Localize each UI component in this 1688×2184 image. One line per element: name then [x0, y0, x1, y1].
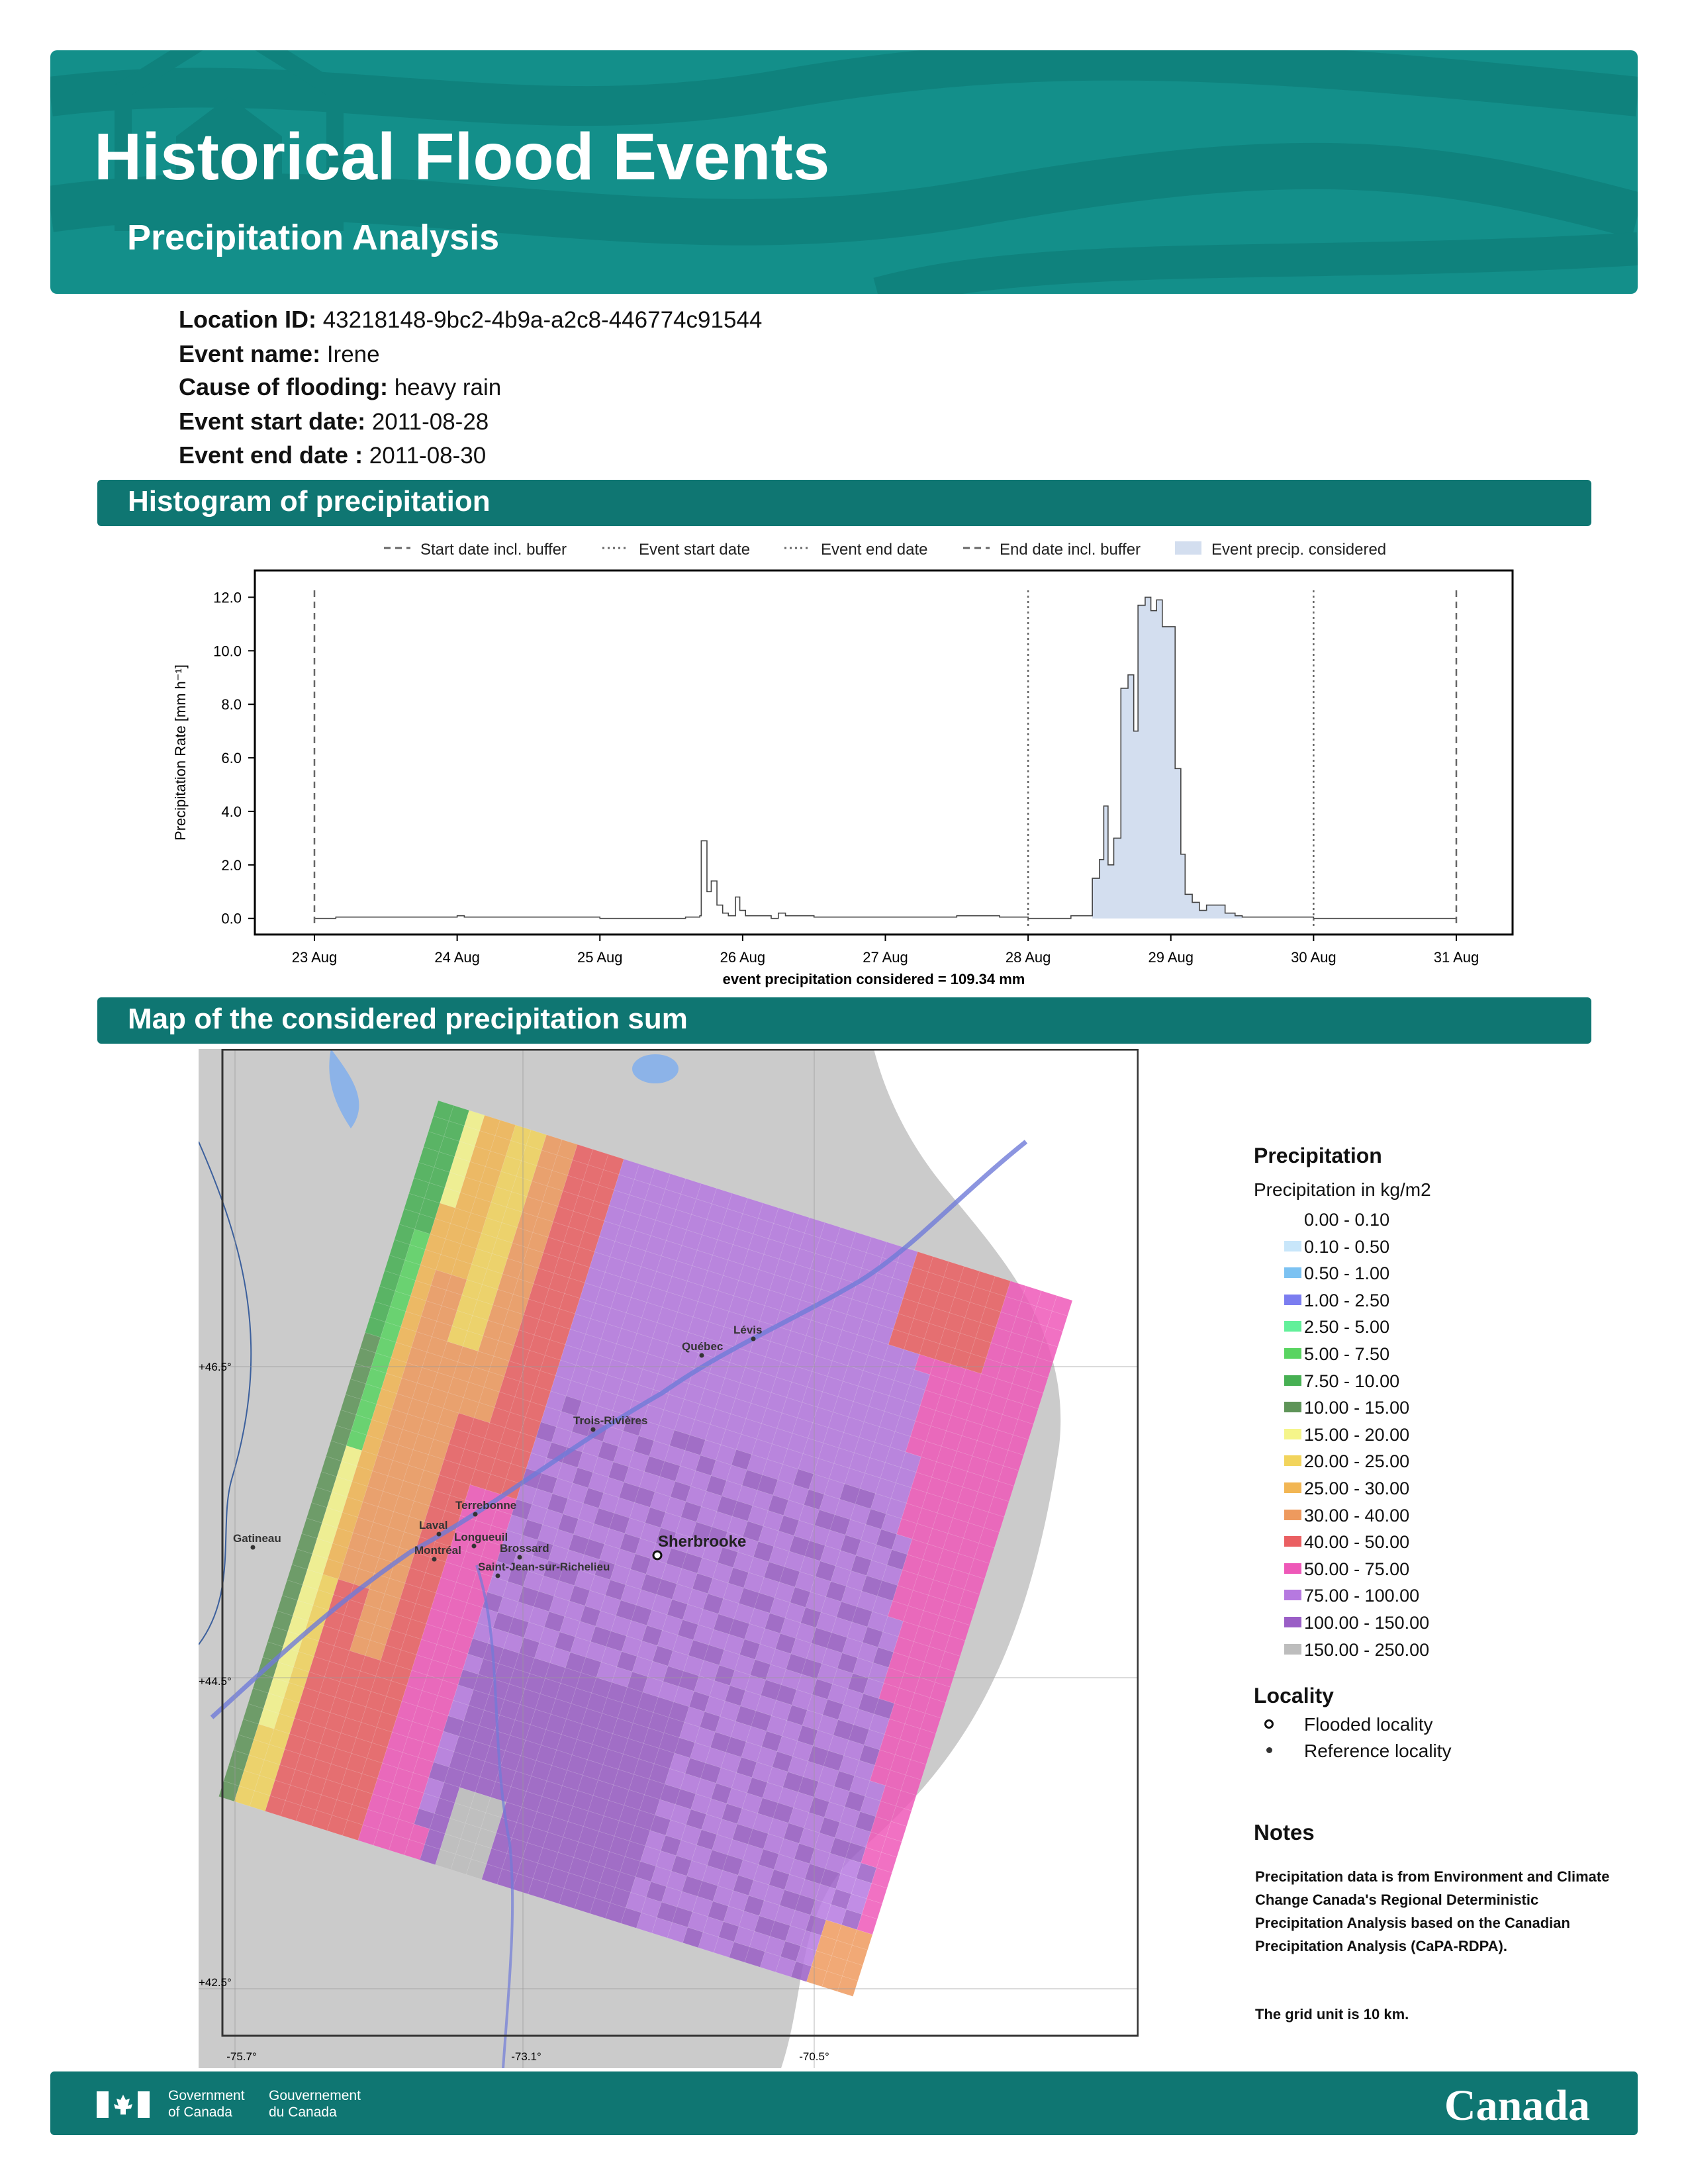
y-tick-label: 8.0: [221, 696, 242, 713]
event-name-label: Event name:: [179, 340, 321, 367]
legend-swatch: [1284, 1536, 1301, 1547]
start-date-row: [179, 408, 489, 435]
legend-label-0: Start date incl. buffer: [420, 541, 567, 559]
legend-swatch: [1284, 1510, 1301, 1520]
y-tick-label: 6.0: [221, 750, 242, 767]
reference-locality-dot: [496, 1574, 500, 1578]
footer: [50, 2071, 1638, 2135]
place-label: Brossard: [500, 1542, 549, 1555]
gov-fr-line2: du Canada: [269, 2105, 337, 2120]
legend-swatch: [1284, 1241, 1301, 1251]
precipitation-histogram: [152, 529, 1542, 993]
reference-locality-dot: [518, 1555, 522, 1560]
map-section-title: Map of the considered precipitation sum: [128, 1003, 688, 1035]
legend-title: Precipitation: [1254, 1144, 1382, 1167]
location-id-value: 43218148-9bc2-4b9a-a2c8-446774c91544: [322, 307, 763, 333]
lat-label: +46.5°: [199, 1361, 232, 1373]
legend-swatch: [1284, 1295, 1301, 1305]
cause-value: heavy rain: [394, 375, 502, 400]
place-label: Trois-Rivières: [573, 1414, 648, 1427]
place-label: Saint-Jean-sur-Richelieu: [478, 1561, 610, 1573]
start-date-label: Event start date:: [179, 408, 366, 435]
chart-caption: event precipitation considered = 109.34 mm: [722, 971, 1025, 987]
place-label: Longueuil: [454, 1531, 508, 1543]
gov-fr-line1: Gouvernement: [269, 2088, 361, 2103]
legend-label-3: End date incl. buffer: [1000, 541, 1141, 559]
legend-swatch: [1284, 1644, 1301, 1655]
legend-swatch: [1284, 1563, 1301, 1574]
y-axis-label: Precipitation Rate [mm h⁻¹]: [172, 664, 189, 841]
legend-class-label: 30.00 - 40.00: [1304, 1505, 1410, 1525]
gov-en-line2: of Canada: [168, 2105, 232, 2120]
locality-title: Locality: [1254, 1684, 1334, 1707]
legend-swatch: [1284, 1455, 1301, 1466]
place-label: Montréal: [414, 1544, 461, 1557]
flooded-locality-marker: [1264, 1719, 1274, 1729]
reference-locality-dot: [251, 1545, 256, 1550]
y-tick-label: 0.0: [221, 910, 242, 927]
legend-class-label: 150.00 - 250.00: [1304, 1639, 1430, 1660]
legend-class-label: 5.00 - 7.50: [1304, 1344, 1390, 1364]
legend-class-label: 7.50 - 10.00: [1304, 1371, 1400, 1391]
reference-locality-label: Reference locality: [1304, 1741, 1452, 1761]
x-tick-label: 24 Aug: [434, 949, 480, 966]
place-label: Laval: [419, 1519, 448, 1531]
location-id-row: [179, 306, 762, 334]
lon-label: -70.5°: [799, 2050, 829, 2063]
x-tick-label: 26 Aug: [720, 949, 766, 966]
cause-label: Cause of flooding:: [179, 373, 388, 400]
lat-label: +44.5°: [199, 1675, 232, 1688]
legend-class-label: 15.00 - 20.00: [1304, 1424, 1410, 1445]
reference-locality-dot: [432, 1557, 437, 1562]
legend-class-label: 1.00 - 2.50: [1304, 1290, 1390, 1310]
legend-class-label: 40.00 - 50.00: [1304, 1532, 1410, 1553]
lon-label: -73.1°: [511, 2050, 541, 2063]
legend-swatch: [1284, 1429, 1301, 1439]
y-tick-label: 12.0: [213, 589, 242, 606]
place-label: Gatineau: [233, 1532, 281, 1545]
legend-label-2: Event end date: [821, 541, 928, 559]
x-tick-label: 25 Aug: [577, 949, 623, 966]
legend-swatch: [1284, 1402, 1301, 1412]
y-tick-label: 10.0: [213, 643, 242, 660]
legend-class-label: 100.00 - 150.00: [1304, 1613, 1430, 1633]
legend-swatch: [1284, 1348, 1301, 1359]
legend-class-label: 0.10 - 0.50: [1304, 1236, 1390, 1257]
plot-frame: [255, 570, 1513, 934]
reference-locality-dot: [473, 1512, 478, 1517]
legend-class-label: 50.00 - 75.00: [1304, 1559, 1410, 1579]
legend-swatch: [1284, 1617, 1301, 1627]
flooded-locality-label: Flooded locality: [1304, 1714, 1433, 1735]
end-date-label: Event end date :: [179, 441, 363, 469]
x-tick-label: 27 Aug: [863, 949, 908, 966]
lon-label: -75.7°: [226, 2050, 257, 2063]
reference-locality-dot: [437, 1532, 442, 1537]
legend-class-label: 75.00 - 100.00: [1304, 1586, 1420, 1606]
legend-swatch: [1284, 1267, 1301, 1278]
legend-class-label: 2.50 - 5.00: [1304, 1317, 1390, 1338]
start-date-value: 2011-08-28: [371, 409, 489, 435]
event-precip-area: [1092, 597, 1242, 918]
x-tick-label: 30 Aug: [1291, 949, 1336, 966]
legend-subtitle: Precipitation in kg/m2: [1254, 1179, 1431, 1200]
sherbrooke-label: Sherbrooke: [658, 1533, 747, 1551]
legend-swatch: [1284, 1375, 1301, 1386]
y-tick-label: 2.0: [221, 856, 242, 874]
event-name-row: [179, 340, 380, 368]
lake-2: [632, 1054, 679, 1083]
end-date-value: 2011-08-30: [369, 443, 487, 469]
reference-locality-dot: [591, 1428, 596, 1432]
notes-grid-unit: The grid unit is 10 km.: [1255, 2006, 1409, 2023]
reference-locality-marker: [1266, 1747, 1272, 1753]
legend-swatch: [1284, 1214, 1301, 1224]
reference-locality-dot: [472, 1544, 477, 1549]
legend-swatch: [1284, 1321, 1301, 1332]
y-tick-label: 4.0: [221, 803, 242, 820]
x-tick-label: 23 Aug: [291, 949, 338, 966]
canada-flag-icon: [97, 2091, 150, 2118]
lat-label: +42.5°: [199, 1976, 232, 1989]
x-tick-label: 29 Aug: [1148, 949, 1194, 966]
legend-class-label: 10.00 - 15.00: [1304, 1398, 1410, 1418]
legend-class-label: 25.00 - 30.00: [1304, 1479, 1410, 1498]
precipitation-map: [199, 1049, 1139, 2068]
map-section-header: [97, 997, 1591, 1044]
x-tick-label: 31 Aug: [1433, 949, 1479, 966]
place-label: Lévis: [733, 1324, 763, 1336]
place-label: Terrebonne: [455, 1499, 517, 1512]
reference-locality-dot: [700, 1353, 704, 1358]
reference-locality-dot: [751, 1337, 756, 1342]
notes-text: Precipitation data is from Environment and Climate Change Canada's Regional Deterministic Precipitation Analysis based on the Canadian Precipitation Analysis (CaPA-RDPA).: [1255, 1868, 1610, 1954]
page-title: Historical Flood Events: [94, 120, 830, 194]
precip-rate-line: [314, 597, 1456, 918]
cause-row: [179, 373, 501, 401]
legend-label-1: Event start date: [639, 541, 751, 559]
histogram-section-title: Histogram of precipitation: [128, 485, 491, 518]
legend-swatch: [1284, 1482, 1301, 1493]
page-subtitle: Precipitation Analysis: [127, 218, 500, 257]
legend-patch-event-precip: [1175, 541, 1201, 555]
legend-class-label: 0.50 - 1.00: [1304, 1263, 1390, 1284]
place-label: Québec: [682, 1340, 724, 1353]
location-id-label: Location ID:: [179, 306, 316, 333]
event-name-value: Irene: [326, 341, 380, 367]
flooded-locality-marker: [653, 1551, 661, 1559]
histogram-section-header: [97, 480, 1591, 526]
legend-swatch: [1284, 1590, 1301, 1600]
legend-class-label: 0.00 - 0.10: [1304, 1210, 1390, 1230]
x-tick-label: 28 Aug: [1005, 949, 1051, 966]
legend-class-label: 20.00 - 25.00: [1304, 1451, 1410, 1472]
gov-en-line1: Government: [168, 2088, 245, 2103]
notes-title: Notes: [1254, 1820, 1315, 1844]
end-date-row: [179, 441, 486, 469]
legend-label-4: Event precip. considered: [1211, 541, 1387, 559]
canada-wordmark: Canada: [1444, 2081, 1590, 2130]
